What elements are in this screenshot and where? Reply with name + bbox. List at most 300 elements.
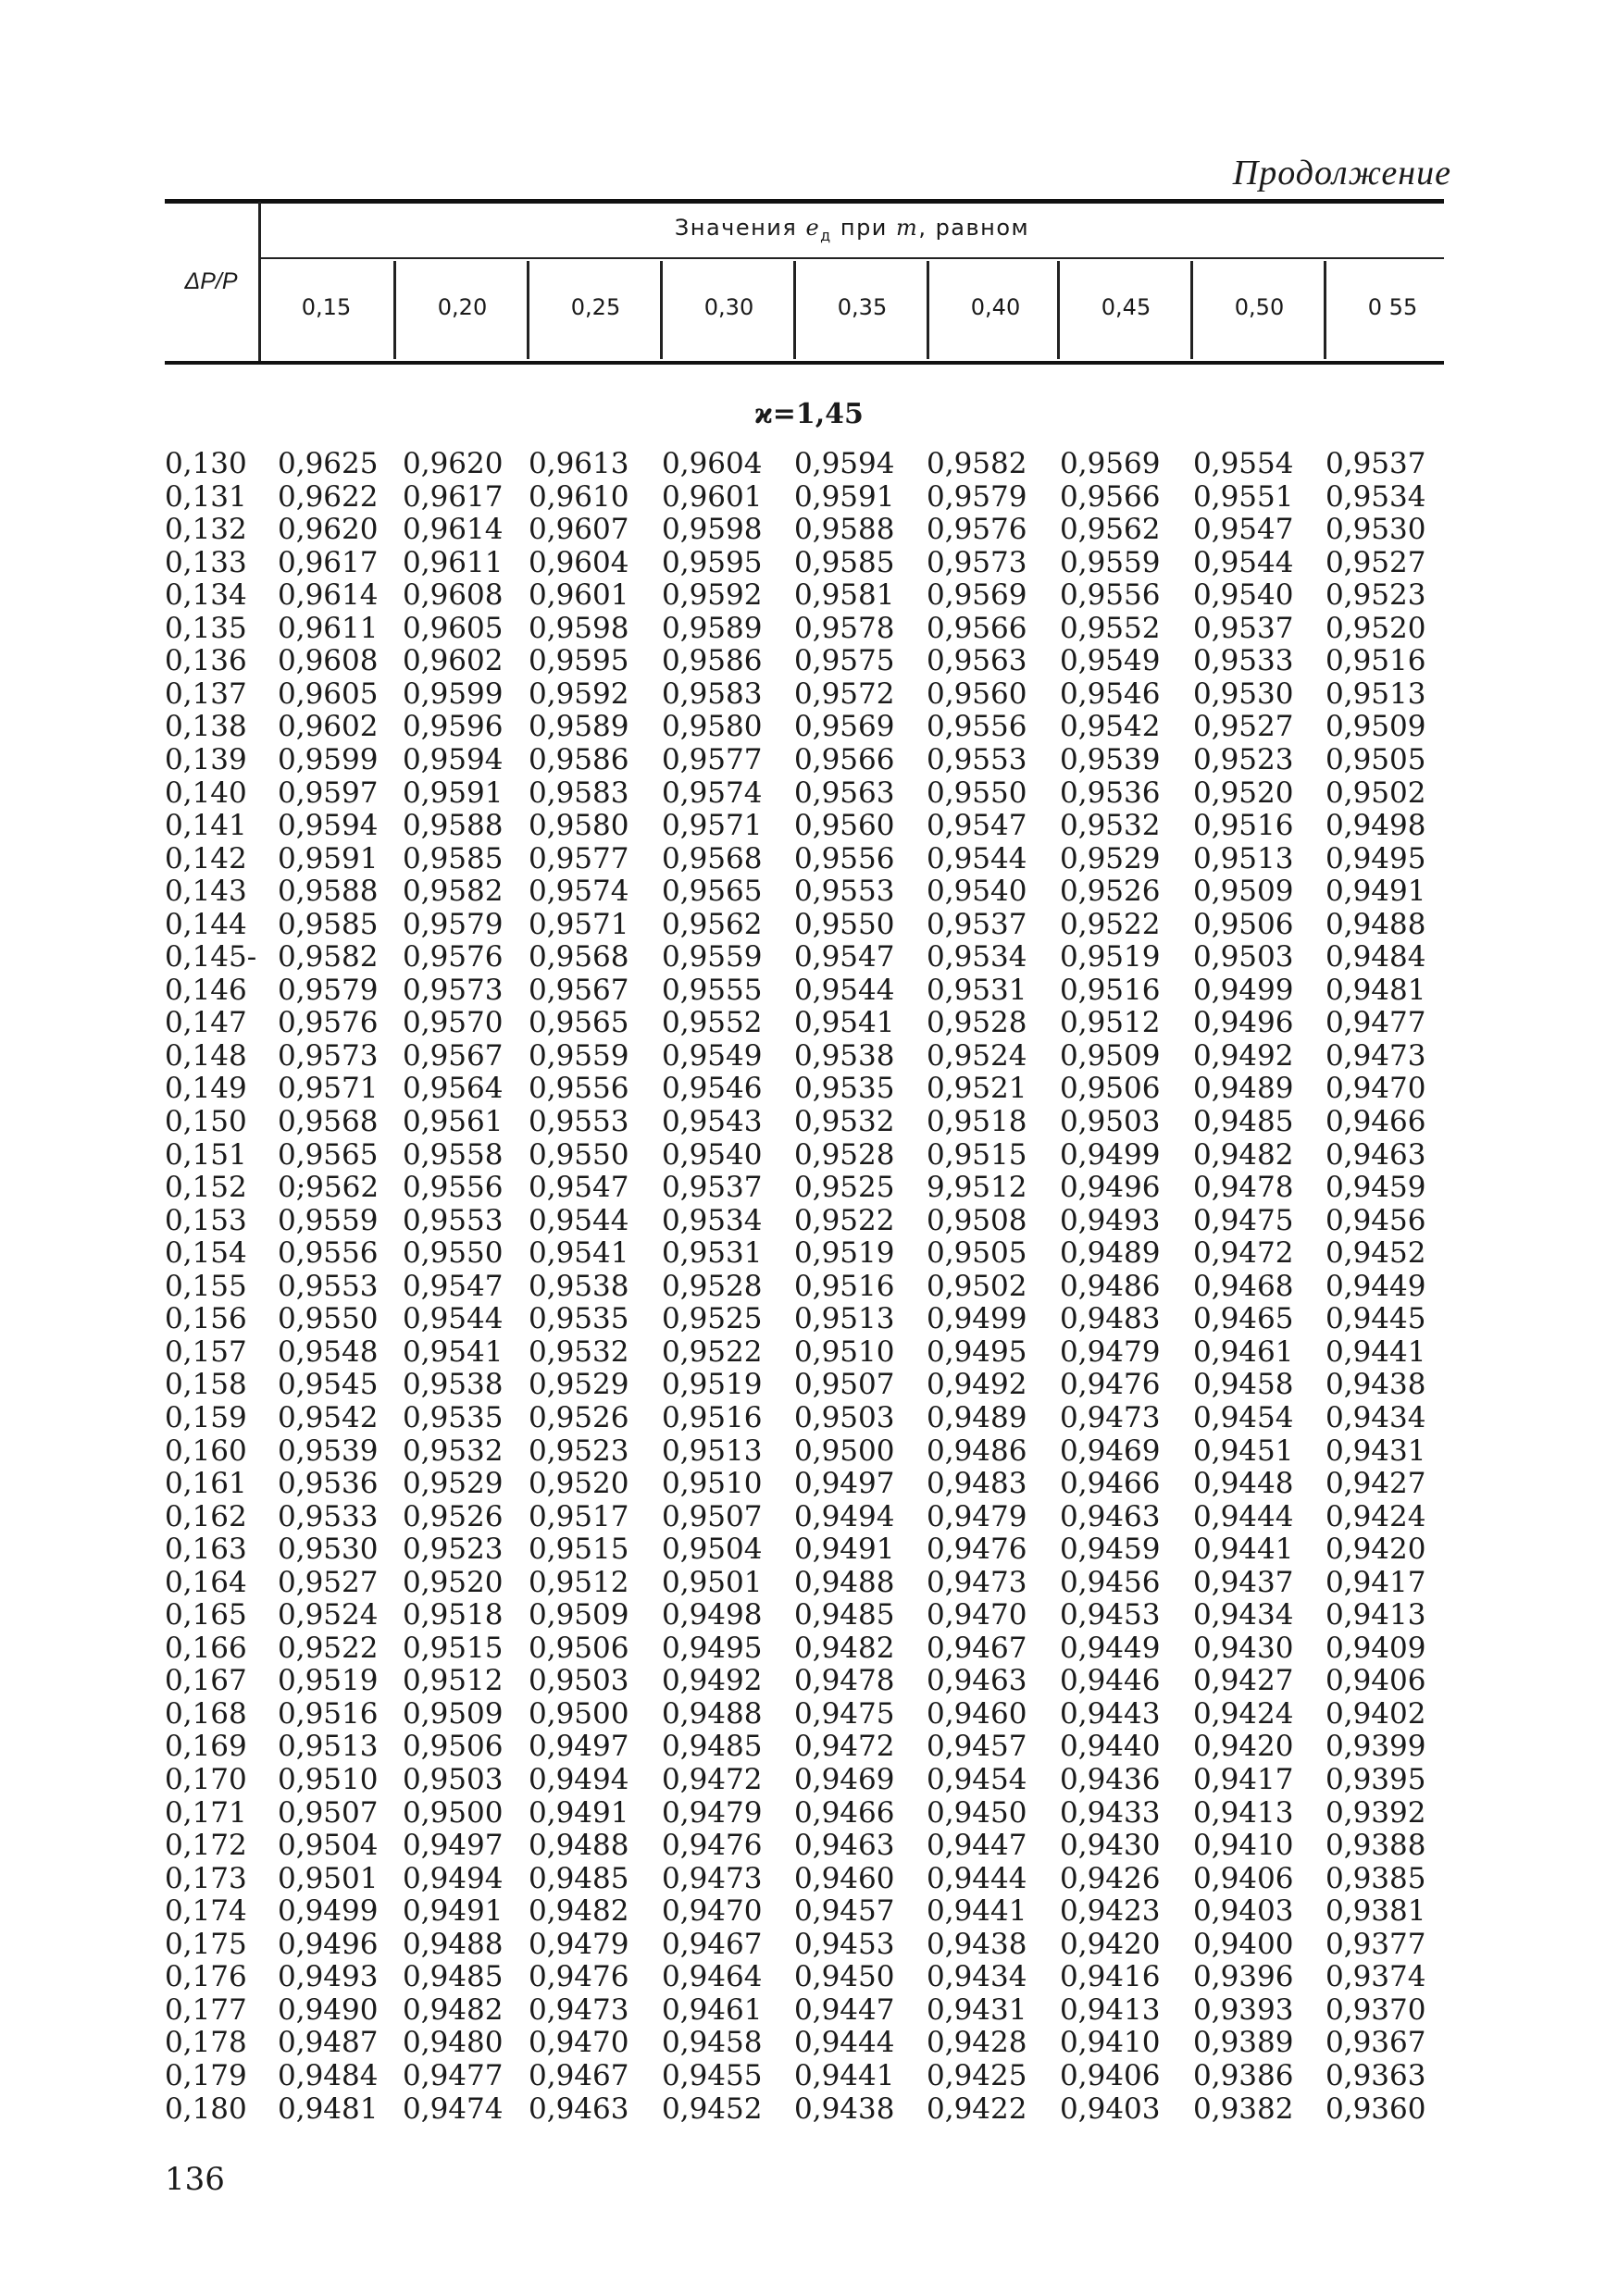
table-cell: 0,9498: [1326, 809, 1426, 842]
table-cell: 0,9530: [1326, 513, 1426, 547]
table-cell: 0,9422: [927, 2091, 1027, 2126]
table-cell: 0,9528: [794, 1137, 895, 1172]
table-cell: 0,9505: [927, 1236, 1027, 1271]
table-cell: 0,9572: [794, 676, 895, 711]
table-row: [0, 1072, 1618, 1105]
table-cell: 0,9484: [278, 2058, 379, 2092]
table-cell: 0,9566: [794, 743, 895, 776]
table-cell: 0,9544: [927, 841, 1027, 875]
table-row: [0, 1697, 1618, 1731]
table-cell: 0,9553: [529, 1105, 629, 1138]
table-cell: 0,9512: [403, 1664, 504, 1698]
table-cell: 0,9583: [529, 776, 629, 810]
table-row: [0, 2059, 1618, 2092]
table-cell: 0,9492: [662, 1664, 763, 1698]
table-cell: 0,9589: [662, 611, 763, 645]
table-cell: 0,9529: [403, 1467, 504, 1500]
table-cell: 0,9482: [1193, 1137, 1294, 1172]
table-cell: 0,9482: [529, 1894, 629, 1929]
table-cell: 0,9501: [278, 1861, 379, 1895]
row-param-cell: 0,168: [165, 1696, 247, 1731]
table-cell: 0,9527: [278, 1565, 379, 1599]
table-cell: 0,9532: [529, 1334, 629, 1369]
group-header-symbol: e: [805, 215, 821, 241]
table-cell: 0,9443: [1060, 1696, 1161, 1731]
row-param-cell: 0,169: [165, 1730, 247, 1764]
table-cell: 0,9382: [1193, 2091, 1294, 2126]
values-group-header: [260, 215, 1444, 244]
table-cell: 0,9588: [794, 513, 895, 547]
table-cell: 0,9547: [794, 940, 895, 974]
table-row: [0, 908, 1618, 941]
table-cell: 0,9424: [1326, 1499, 1426, 1533]
m-value-header: 0,25: [570, 294, 621, 320]
table-cell: 0,9601: [662, 479, 763, 514]
table-cell: 0,9417: [1326, 1565, 1426, 1599]
table-cell: 0,9426: [1060, 1861, 1161, 1895]
table-cell: 0,9506: [1060, 1072, 1161, 1106]
row-param-cell: 0,134: [165, 578, 247, 613]
table-cell: 0,9591: [403, 776, 504, 810]
table-cell: 0,9568: [662, 841, 763, 875]
table-cell: 0,9492: [927, 1368, 1027, 1402]
row-param-cell: 0,176: [165, 1960, 247, 1994]
table-cell: 0,9573: [403, 973, 504, 1007]
table-cell: 0,9528: [927, 1006, 1027, 1040]
table-cell: 0,9525: [794, 1171, 895, 1205]
table-cell: 0,9469: [1060, 1433, 1161, 1468]
table-cell: 0,9454: [927, 1763, 1027, 1796]
table-cell: 0,9573: [278, 1038, 379, 1073]
table-cell: 0,9552: [1060, 611, 1161, 645]
m-value-header: 0,20: [437, 294, 488, 320]
table-cell: 0,9463: [1060, 1499, 1161, 1533]
table-cell: 0,9533: [1193, 644, 1294, 678]
table-cell: 0,9545: [278, 1368, 379, 1402]
table-cell: 0,9509: [1326, 710, 1426, 744]
table-cell: 0,9434: [927, 1960, 1027, 1994]
table-cell: 0,9610: [529, 479, 629, 514]
table-cell: 0,9592: [662, 578, 763, 613]
table-cell: 0,9410: [1193, 1829, 1294, 1863]
table-cell: 0,9441: [1326, 1334, 1426, 1369]
table-cell: 0,9556: [278, 1236, 379, 1271]
table-row: [0, 1171, 1618, 1204]
row-param-cell: 0,137: [165, 676, 247, 711]
table-cell: 0,9500: [403, 1795, 504, 1830]
table-cell: 0,9479: [662, 1795, 763, 1830]
table-cell: 0,9478: [1193, 1171, 1294, 1205]
table-cell: 0,9579: [403, 907, 504, 941]
table-cell: 0,9461: [662, 1992, 763, 2027]
table-cell: 0,9441: [1193, 1533, 1294, 1567]
table-cell: 0,9506: [1193, 907, 1294, 941]
table-cell: 0,9571: [278, 1072, 379, 1106]
continuation-label: Продолжение: [1232, 154, 1451, 192]
table-cell: 0,9416: [1060, 1960, 1161, 1994]
table-cell: 0,9381: [1326, 1894, 1426, 1929]
table-cell: 0,9546: [1060, 676, 1161, 711]
table-cell: 0,9472: [1193, 1236, 1294, 1271]
m-value-header: 0,30: [703, 294, 754, 320]
table-cell: 0,9463: [927, 1664, 1027, 1698]
table-cell: 0,9573: [927, 545, 1027, 579]
table-cell: 0,9420: [1193, 1730, 1294, 1764]
m-value-header: 0,45: [1101, 294, 1151, 320]
table-cell: 0,9526: [403, 1499, 504, 1533]
table-top-rule: [165, 199, 1444, 204]
table-cell: 0,9478: [794, 1664, 895, 1698]
table-cell: 0,9483: [927, 1467, 1027, 1500]
table-cell: 0,9395: [1326, 1763, 1426, 1796]
table-cell: 0,9444: [927, 1861, 1027, 1895]
table-row: [0, 1598, 1618, 1632]
table-cell: 0,9472: [794, 1730, 895, 1764]
table-cell: 0,9470: [529, 2026, 629, 2060]
table-cell: 0,9444: [794, 2026, 895, 2060]
table-cell: 0,9485: [662, 1730, 763, 1764]
table-cell: 0,9479: [1060, 1334, 1161, 1369]
table-cell: 0,9599: [403, 676, 504, 711]
table-cell: 0,9438: [794, 2091, 895, 2126]
table-cell: 0,9460: [794, 1861, 895, 1895]
table-header-bottom-rule: [165, 361, 1444, 365]
table-cell: 0,9507: [794, 1368, 895, 1402]
row-param-cell: 0,145-: [165, 940, 257, 974]
row-param-cell: 0,179: [165, 2058, 247, 2092]
table-cell: 0,9569: [794, 710, 895, 744]
table-cell: 0,9488: [403, 1927, 504, 1961]
table-cell: 0,9497: [529, 1730, 629, 1764]
table-row: [0, 1763, 1618, 1796]
row-param-cell: 0,166: [165, 1631, 247, 1665]
table-cell: 0,9531: [927, 973, 1027, 1007]
table-cell: 0,9481: [1326, 973, 1426, 1007]
table-cell: 0,9516: [278, 1696, 379, 1731]
table-cell: 0,9530: [278, 1533, 379, 1567]
table-cell: 0,9598: [662, 513, 763, 547]
table-cell: 0,9436: [1060, 1763, 1161, 1796]
table-cell: 0,9597: [278, 776, 379, 810]
table-row: [0, 776, 1618, 810]
table-cell: 0,9406: [1326, 1664, 1426, 1698]
table-cell: 0,9537: [662, 1171, 763, 1205]
table-cell: 0,9385: [1326, 1861, 1426, 1895]
table-cell: 0,9550: [794, 907, 895, 941]
table-cell: 0,9576: [927, 513, 1027, 547]
table-cell: 0,9519: [278, 1664, 379, 1698]
table-cell: 0,9473: [662, 1861, 763, 1895]
table-cell: 0,9576: [403, 940, 504, 974]
table-cell: 0,9494: [529, 1763, 629, 1796]
table-cell: 0,9488: [794, 1565, 895, 1599]
table-cell: 0,9499: [278, 1894, 379, 1929]
table-cell: 0,9625: [278, 447, 379, 480]
row-param-cell: 0,149: [165, 1072, 247, 1106]
row-param-cell: 0,177: [165, 1992, 247, 2027]
table-cell: 0,9469: [794, 1763, 895, 1796]
table-cell: 0,9393: [1193, 1992, 1294, 2027]
table-cell: 0,9464: [662, 1960, 763, 1994]
table-cell: 0,9423: [1060, 1894, 1161, 1929]
table-cell: 0,9420: [1060, 1927, 1161, 1961]
table-cell: 0,9513: [278, 1730, 379, 1764]
row-param-cell: 0,162: [165, 1499, 247, 1533]
table-cell: 0,9467: [662, 1927, 763, 1961]
table-cell: 0,9489: [1060, 1236, 1161, 1271]
table-cell: 0,9499: [1060, 1137, 1161, 1172]
table-cell: 0,9484: [1326, 940, 1426, 974]
row-param-cell: 0,148: [165, 1038, 247, 1073]
table-row: [0, 1928, 1618, 1961]
header-divider-rule: [260, 257, 1444, 259]
table-cell: 0,9531: [662, 1236, 763, 1271]
table-cell: 0,9476: [927, 1533, 1027, 1567]
table-cell: 0,9488: [1326, 907, 1426, 941]
table-cell: 0,9503: [1193, 940, 1294, 974]
table-cell: 0,9360: [1326, 2091, 1426, 2126]
table-cell: 0,9509: [1060, 1038, 1161, 1073]
table-cell: 0,9466: [1060, 1467, 1161, 1500]
table-cell: 0,9468: [1193, 1269, 1294, 1303]
table-cell: 0,9555: [662, 973, 763, 1007]
table-cell: 0,9516: [1326, 644, 1426, 678]
table-cell: 0,9470: [1326, 1072, 1426, 1106]
table-cell: 0,9434: [1326, 1400, 1426, 1434]
table-row: [0, 809, 1618, 842]
table-cell: 0,9604: [529, 545, 629, 579]
row-param-cell: 0,172: [165, 1829, 247, 1863]
table-cell: 0,9528: [662, 1269, 763, 1303]
table-cell: 0,9520: [1326, 611, 1426, 645]
table-cell: 0,9488: [529, 1829, 629, 1863]
table-cell: 0,9574: [529, 875, 629, 909]
table-cell: 0,9529: [1060, 841, 1161, 875]
row-param-cell: 0,160: [165, 1433, 247, 1468]
table-cell: 0,9546: [662, 1072, 763, 1106]
table-cell: 0,9586: [662, 644, 763, 678]
table-cell: 0,9447: [794, 1992, 895, 2027]
table-cell: 0,9586: [529, 743, 629, 776]
table-cell: 0,9502: [1326, 776, 1426, 810]
table-row: [0, 1730, 1618, 1763]
table-cell: 0,9523: [1326, 578, 1426, 613]
table-cell: 0,9487: [278, 2026, 379, 2060]
table-cell: 0,9440: [1060, 1730, 1161, 1764]
table-cell: 0,9602: [403, 644, 504, 678]
table-cell: 0,9504: [662, 1533, 763, 1567]
table-row: [0, 1894, 1618, 1928]
table-cell: 0,9425: [927, 2058, 1027, 2092]
row-param-cell: 0,150: [165, 1105, 247, 1138]
table-cell: 0,9515: [927, 1137, 1027, 1172]
row-param-cell: 0,154: [165, 1236, 247, 1271]
table-cell: 0,9522: [278, 1631, 379, 1665]
table-cell: 0,9544: [529, 1203, 629, 1237]
table-cell: 0,9476: [1060, 1368, 1161, 1402]
table-cell: 0,9420: [1326, 1533, 1426, 1567]
table-cell: 0,9595: [662, 545, 763, 579]
table-cell: 0,9460: [927, 1696, 1027, 1731]
table-cell: 0,9589: [529, 710, 629, 744]
table-cell: 0,9441: [927, 1894, 1027, 1929]
table-cell: 0,9547: [403, 1269, 504, 1303]
table-cell: 0,9507: [662, 1499, 763, 1533]
table-cell: 0,9475: [794, 1696, 895, 1731]
table-cell: 0,9542: [278, 1400, 379, 1434]
table-cell: 0,9506: [403, 1730, 504, 1764]
table-cell: 0,9577: [529, 841, 629, 875]
table-cell: 0,9458: [662, 2026, 763, 2060]
table-cell: 0,9448: [1193, 1467, 1294, 1500]
row-param-cell: 0,135: [165, 611, 247, 645]
table-cell: 0,9485: [794, 1598, 895, 1632]
table-cell: 0,9550: [278, 1302, 379, 1336]
table-cell: 0,9413: [1326, 1598, 1426, 1632]
table-cell: 0,9523: [1193, 743, 1294, 776]
table-cell: 0,9538: [529, 1269, 629, 1303]
table-cell: 0,9544: [1193, 545, 1294, 579]
table-cell: 0,9491: [794, 1533, 895, 1567]
table-cell: 0,9580: [662, 710, 763, 744]
table-cell: 0,9579: [278, 973, 379, 1007]
table-cell: 0,9588: [278, 875, 379, 909]
group-header-mid: при: [840, 215, 888, 241]
table-cell: 0,9515: [403, 1631, 504, 1665]
table-cell: 0,9516: [794, 1269, 895, 1303]
table-cell: 0,9477: [403, 2058, 504, 2092]
table-cell: 0,9486: [1060, 1269, 1161, 1303]
table-cell: 0,9473: [529, 1992, 629, 2027]
table-cell: 0,9556: [927, 710, 1027, 744]
table-cell: 0,9607: [529, 513, 629, 547]
table-cell: 0,9622: [278, 479, 379, 514]
table-cell: 0,9592: [529, 676, 629, 711]
table-cell: 0,9473: [1060, 1400, 1161, 1434]
table-cell: 0,9516: [1193, 809, 1294, 842]
table-cell: 0,9537: [927, 907, 1027, 941]
table-cell: 0,9479: [529, 1927, 629, 1961]
table-cell: 0,9503: [794, 1400, 895, 1434]
table-cell: 0,9396: [1193, 1960, 1294, 1994]
row-param-cell: 0,152: [165, 1171, 247, 1205]
table-cell: 0,9388: [1326, 1829, 1426, 1863]
table-cell: 0,9585: [794, 545, 895, 579]
table-cell: 0,9520: [1193, 776, 1294, 810]
table-cell: 0,9522: [1060, 907, 1161, 941]
table-cell: 0,9458: [1193, 1368, 1294, 1402]
table-cell: 0,9459: [1060, 1533, 1161, 1567]
table-cell: 0,9614: [278, 578, 379, 613]
table-cell: 0,9551: [1193, 479, 1294, 514]
table-cell: 0,9513: [1326, 676, 1426, 711]
table-cell: 0,9565: [529, 1006, 629, 1040]
row-param-cell: 0,143: [165, 875, 247, 909]
table-cell: 0,9582: [403, 875, 504, 909]
table-cell: 0,9541: [794, 1006, 895, 1040]
table-cell: 0,9516: [1060, 973, 1161, 1007]
row-param-cell: 0,140: [165, 776, 247, 810]
table-cell: 0,9563: [927, 644, 1027, 678]
table-cell: 0,9541: [403, 1334, 504, 1369]
table-cell: 0,9507: [278, 1795, 379, 1830]
table-cell: 0,9517: [529, 1499, 629, 1533]
table-cell: 0,9550: [403, 1236, 504, 1271]
table-cell: 0,9482: [403, 1992, 504, 2027]
table-cell: 0,9441: [794, 2058, 895, 2092]
table-cell: 0,9567: [403, 1038, 504, 1073]
table-row: [0, 1500, 1618, 1533]
table-cell: 0,9499: [927, 1302, 1027, 1336]
table-cell: 0,9483: [1060, 1302, 1161, 1336]
row-param-cell: 0,155: [165, 1269, 247, 1303]
table-cell: 0,9445: [1326, 1302, 1426, 1336]
row-param-cell: 0,144: [165, 907, 247, 941]
table-cell: 0,9424: [1193, 1696, 1294, 1731]
group-header-subscript: д: [820, 226, 832, 244]
table-cell: 0,9482: [794, 1631, 895, 1665]
table-cell: 0,9522: [794, 1203, 895, 1237]
table-cell: 0,9602: [278, 710, 379, 744]
table-cell: 0,9433: [1060, 1795, 1161, 1830]
table-cell: 0,9613: [529, 447, 629, 480]
table-cell: 0,9569: [927, 578, 1027, 613]
table-cell: 0,9608: [403, 578, 504, 613]
table-cell: 0,9543: [662, 1105, 763, 1138]
table-cell: 0,9596: [403, 710, 504, 744]
table-cell: 0,9550: [927, 776, 1027, 810]
table-cell: 0,9430: [1193, 1631, 1294, 1665]
table-cell: 0,9479: [927, 1499, 1027, 1533]
table-cell: 0,9431: [927, 1992, 1027, 2027]
table-cell: 0,9535: [794, 1072, 895, 1106]
table-cell: 0,9522: [662, 1334, 763, 1369]
table-cell: 0,9561: [403, 1105, 504, 1138]
table-cell: 0,9568: [278, 1105, 379, 1138]
table-row: [0, 447, 1618, 480]
table-cell: 0,9515: [529, 1533, 629, 1567]
table-row: [0, 710, 1618, 743]
table-cell: 0,9588: [403, 809, 504, 842]
table-cell: 0,9491: [403, 1894, 504, 1929]
table-cell: 0,9437: [1193, 1565, 1294, 1599]
table-cell: 0,9577: [662, 743, 763, 776]
table-cell: 0,9576: [278, 1006, 379, 1040]
table-row: [0, 1993, 1618, 2027]
row-param-cell: 0,180: [165, 2091, 247, 2126]
table-row: [0, 2026, 1618, 2059]
table-cell: 0,9504: [278, 1829, 379, 1863]
table-cell: 0,9540: [1193, 578, 1294, 613]
row-param-cell: 0,141: [165, 809, 247, 842]
table-cell: 0,9569: [1060, 447, 1161, 480]
table-cell: 0,9558: [403, 1137, 504, 1172]
m-value-header: 0,15: [301, 294, 352, 320]
table-cell: 0,9518: [927, 1105, 1027, 1138]
table-cell: 0,9466: [794, 1795, 895, 1830]
table-cell: 0,9493: [278, 1960, 379, 1994]
row-param-cell: 0,165: [165, 1598, 247, 1632]
table-cell: 0,9614: [403, 513, 504, 547]
table-cell: 0,9529: [529, 1368, 629, 1402]
table-cell: 0,9510: [794, 1334, 895, 1369]
table-cell: 0,9620: [403, 447, 504, 480]
row-param-cell: 0,175: [165, 1927, 247, 1961]
table-row: [0, 1960, 1618, 1993]
table-cell: 0,9550: [529, 1137, 629, 1172]
table-cell: 0,9591: [794, 479, 895, 514]
table-cell: 0,9594: [794, 447, 895, 480]
